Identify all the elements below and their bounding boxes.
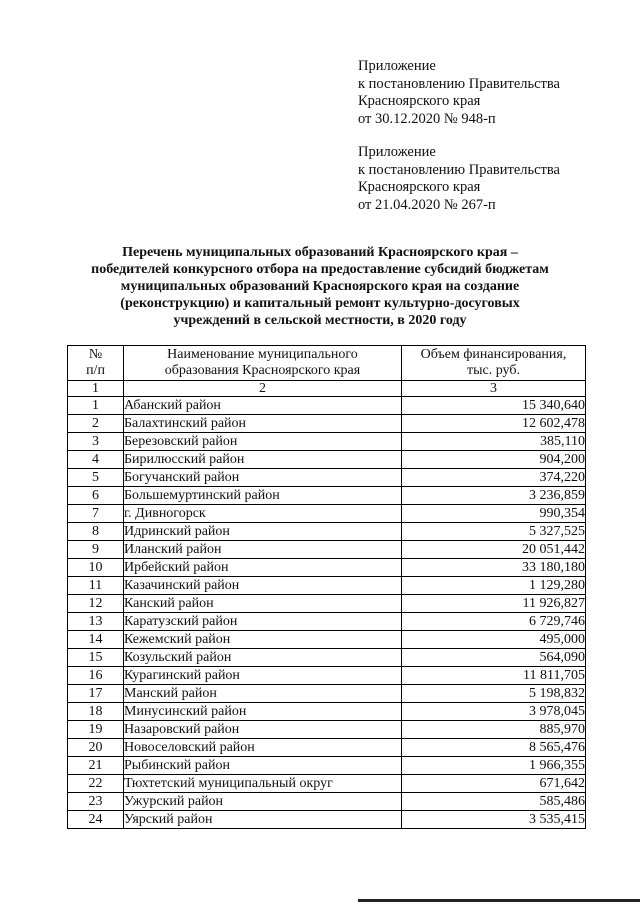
table-row [68, 397, 586, 415]
municipality-name-cell: Иланский район [124, 541, 402, 559]
funding-amount-cell: 671,642 [402, 775, 586, 793]
municipality-name-cell: Богучанский район [124, 469, 402, 487]
row-number-cell: 24 [68, 811, 124, 829]
funding-amount-cell: 374,220 [402, 469, 586, 487]
row-number-cell: 16 [68, 667, 124, 685]
row-number-cell: 1 [68, 397, 124, 415]
appendix-1-line-4: от 30.12.2020 № 948-п [358, 110, 496, 127]
row-number-cell: 11 [68, 577, 124, 595]
municipality-name-cell: Ужурский район [124, 793, 402, 811]
funding-amount-cell: 1 966,355 [402, 757, 586, 775]
municipality-name-cell: Бирилюсский район [124, 451, 402, 469]
title-line-5: учреждений в сельской местности, в 2020 году [173, 313, 467, 328]
table-row [68, 577, 586, 595]
table-header-row [68, 346, 586, 381]
table-row [68, 775, 586, 793]
column-number: 2 [124, 381, 402, 397]
title-line-3: муниципальных образований Красноярского края на создание [120, 279, 520, 294]
bottom-divider [358, 899, 640, 902]
table-row [68, 757, 586, 775]
row-number-cell: 2 [68, 415, 124, 433]
title-line-1: Перечень муниципальных образований Красноярского края – [122, 245, 518, 260]
row-number-cell: 9 [68, 541, 124, 559]
municipality-name-cell: Идринский район [124, 523, 402, 541]
table-row [68, 523, 586, 541]
municipality-name-cell: Березовский район [124, 433, 402, 451]
funding-amount-cell: 33 180,180 [402, 559, 586, 577]
table-row [68, 631, 586, 649]
table-row [68, 811, 586, 829]
municipality-name-cell: Канский район [124, 595, 402, 613]
municipality-name-cell: Новоселовский район [124, 739, 402, 757]
municipalities-table [67, 345, 586, 829]
row-number-cell: 20 [68, 739, 124, 757]
municipality-name-cell: Каратузский район [124, 613, 402, 631]
table-row [68, 721, 586, 739]
appendix-2-line-4: от 21.04.2020 № 267-п [358, 196, 496, 213]
table-row [68, 613, 586, 631]
table-row [68, 685, 586, 703]
table-row [68, 487, 586, 505]
table-row [68, 667, 586, 685]
header-amount-line-1: Объем финансирования, [420, 347, 567, 362]
table-row [68, 505, 586, 523]
header-number [68, 346, 124, 381]
header-amount [402, 346, 586, 381]
funding-amount-cell: 1 129,280 [402, 577, 586, 595]
row-number-cell: 22 [68, 775, 124, 793]
table-row [68, 595, 586, 613]
row-number-cell: 19 [68, 721, 124, 739]
table-row [68, 469, 586, 487]
title-line-2: победителей конкурсного отбора на предоставление субсидий бюджетам [91, 262, 549, 277]
table-row [68, 739, 586, 757]
table-row [68, 703, 586, 721]
funding-amount-cell: 585,486 [402, 793, 586, 811]
funding-amount-cell: 564,090 [402, 649, 586, 667]
row-number-cell: 10 [68, 559, 124, 577]
column-numbers-row [68, 381, 586, 397]
funding-amount-cell: 3 535,415 [402, 811, 586, 829]
municipality-name-cell: Балахтинский район [124, 415, 402, 433]
municipality-name-cell: Кежемский район [124, 631, 402, 649]
funding-amount-cell: 6 729,746 [402, 613, 586, 631]
row-number-cell: 17 [68, 685, 124, 703]
column-number: 3 [402, 381, 586, 397]
funding-amount-cell: 3 236,859 [402, 487, 586, 505]
document-title [40, 244, 600, 329]
row-number-cell: 18 [68, 703, 124, 721]
funding-amount-cell: 3 978,045 [402, 703, 586, 721]
title-line-4: (реконструкцию) и капитальный ремонт культурно-досуговых [120, 296, 520, 311]
municipality-name-cell: Абанский район [124, 397, 402, 415]
municipality-name-cell: Тюхтетский муниципальный округ [124, 775, 402, 793]
funding-amount-cell: 8 565,476 [402, 739, 586, 757]
appendix-2-line-1: Приложение [358, 144, 436, 160]
row-number-cell: 8 [68, 523, 124, 541]
municipality-name-cell: Минусинский район [124, 703, 402, 721]
funding-amount-cell: 885,970 [402, 721, 586, 739]
municipality-name-cell: г. Дивногорск [124, 505, 402, 523]
appendix-1-line-1: Приложение [358, 58, 436, 74]
municipality-name-cell: Рыбинский район [124, 757, 402, 775]
header-name-line-2: образования Красноярского края [164, 363, 361, 378]
municipality-name-cell: Большемуртинский район [124, 487, 402, 505]
row-number-cell: 5 [68, 469, 124, 487]
row-number-cell: 12 [68, 595, 124, 613]
funding-amount-cell: 11 811,705 [402, 667, 586, 685]
header-name [124, 346, 402, 381]
row-number-cell: 7 [68, 505, 124, 523]
table-row [68, 415, 586, 433]
municipality-name-cell: Назаровский район [124, 721, 402, 739]
header-name-line-1: Наименование муниципального [167, 347, 358, 362]
header-number-line-1: № [88, 347, 103, 362]
row-number-cell: 14 [68, 631, 124, 649]
appendix-2-line-2: к постановлению Правительства [358, 161, 560, 178]
funding-amount-cell: 5 327,525 [402, 523, 586, 541]
municipality-name-cell: Казачинский район [124, 577, 402, 595]
column-number: 1 [68, 381, 124, 397]
municipality-name-cell: Манский район [124, 685, 402, 703]
table-row [68, 541, 586, 559]
funding-amount-cell: 12 602,478 [402, 415, 586, 433]
funding-amount-cell: 5 198,832 [402, 685, 586, 703]
appendix-2-line-3: Красноярского края [358, 179, 481, 195]
funding-amount-cell: 11 926,827 [402, 595, 586, 613]
row-number-cell: 3 [68, 433, 124, 451]
table-row [68, 559, 586, 577]
appendix-1-line-3: Красноярского края [358, 93, 481, 109]
table-row [68, 451, 586, 469]
table-row [68, 649, 586, 667]
funding-amount-cell: 990,354 [402, 505, 586, 523]
appendix-block-2 [358, 144, 618, 214]
header-number-line-2: п/п [86, 363, 105, 378]
funding-amount-cell: 385,110 [402, 433, 586, 451]
row-number-cell: 4 [68, 451, 124, 469]
funding-amount-cell: 904,200 [402, 451, 586, 469]
municipality-name-cell: Ирбейский район [124, 559, 402, 577]
row-number-cell: 23 [68, 793, 124, 811]
funding-amount-cell: 15 340,640 [402, 397, 586, 415]
appendix-1-line-2: к постановлению Правительства [358, 75, 560, 92]
row-number-cell: 15 [68, 649, 124, 667]
appendix-block-1 [358, 58, 618, 128]
header-amount-line-2: тыс. руб. [467, 363, 520, 378]
municipality-name-cell: Козульский район [124, 649, 402, 667]
municipality-name-cell: Курагинский район [124, 667, 402, 685]
row-number-cell: 13 [68, 613, 124, 631]
table-row [68, 433, 586, 451]
municipality-name-cell: Уярский район [124, 811, 402, 829]
row-number-cell: 6 [68, 487, 124, 505]
funding-amount-cell: 495,000 [402, 631, 586, 649]
funding-amount-cell: 20 051,442 [402, 541, 586, 559]
table-row [68, 793, 586, 811]
row-number-cell: 21 [68, 757, 124, 775]
